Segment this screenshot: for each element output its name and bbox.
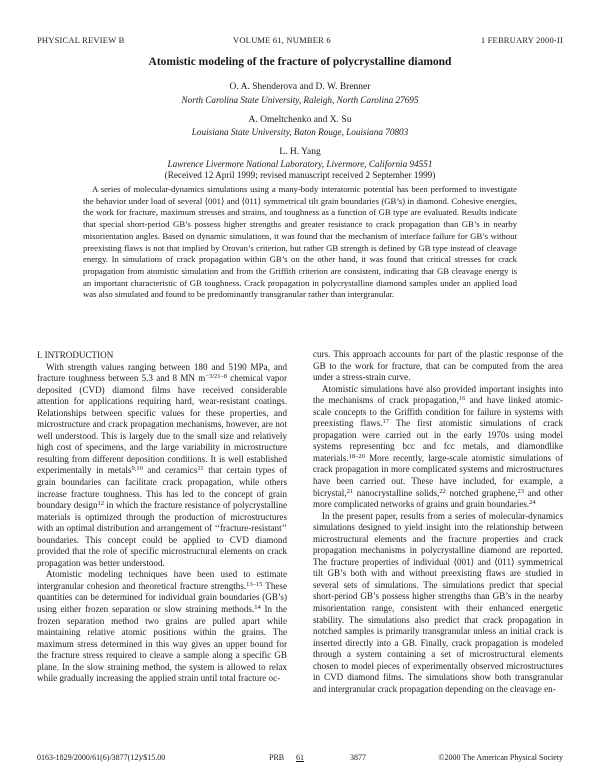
footer-journal: PRB	[269, 753, 285, 762]
author-group-3: L. H. Yang	[279, 147, 321, 157]
issue-date: 1 FEBRUARY 2000-II	[480, 35, 563, 45]
intro-paragraph-continued: curs. This approach accounts for part of the plastic response of the GB to the work for fracture, that can be computed from the area under a stress-strain curve.	[313, 349, 563, 383]
section-heading: I. INTRODUCTION	[37, 350, 114, 360]
intro-paragraph-1: With strength values ranging between 180 and 5190 MPa, and fracture toughness between 5.3 and 8 MN $m^{-3/21-8}$ chemical vapor deposited (CVD) diamond films have received considerable attention for applications requiring hard, wear-resistant coatings. Relationships between specific values for these properties, and microstructure and crack propagation mechanisms, however, are not well understood. This is largely due to the small size and relatively high cost of specimens, and the large variability in microstructure resulting from different deposition conditions. It is well established experimentally in metals$^{9,10}$ and ceramics$^{11}$ that certain types of grain boundaries can facilitate crack propagation, while others increase fracture toughness. This has led to the concept of grain boundary design$^{12}$ in which the fracture resistance of polycrystalline materials is optimized through the production of microstructures with an optimal distribution and arrangement of ‘‘fracture-resistant’’ boundaries. This concept could be applied to CVD diamond provided that the role of specific microstructural elements on crack propagation was better understood.	[37, 361, 288, 568]
article-code: 0163-1829/2000/61(6)/3877(12)/$15.00	[37, 753, 166, 762]
intro-paragraph-3: Atomistic simulations have also provided important insights into the mechanisms of crack propagation,$^{16}$ and have linked atomic-scale concepts to the Griffith condition for failure in systems with preexisting flaws.$^{17}$ The first atomistic simulations of crack propagation were carried out in the early 1970s using model systems representing bcc and fcc metals, and diamondlike materials.$^{18-20}$ More recently, large-scale atomistic simulations of crack propagation in more complicated systems and microstructures have been carried out. These have included, for example, a bicrystal,$^{21}$ nanocrystalline solids,$^{22}$ notched graphene,$^{23}$ and other more complicated networks of grains and grain boundaries.$^{24}$	[313, 383, 563, 510]
author-group-1: O. A. Shenderova and D. W. Brenner	[229, 82, 371, 92]
volume-number: VOLUME 61, NUMBER 6	[233, 35, 331, 45]
page-number: 3877	[350, 753, 366, 762]
footer-volume: 61	[296, 753, 304, 762]
running-header	[37, 35, 563, 47]
intro-paragraph-4: In the present paper, results from a series of molecular-dynamics simulations designed to yield insight into the relationship between microstructural elements and the fracture properties and crack propagation mechanisms in polycrystalline diamond are reported. The fracture properties of individual ⟨001⟩ and ⟨011⟩ symmetrical tilt GB’s both with and without preexisting flaws are studied in several sets of simulations. The simulations predict that special short-period GB’s possess higher strengths than GB’s in the nearby misorientation range, consistent with their enhanced energetic stability. The simulations also predict that crack propagation in notched samples is primarily transgranular unless an initial crack is inserted directly into a GB. Finally, crack propagation is modeled through a system containing a set of microstructural elements chosen to model pieces of experimentally observed microstructures in CVD diamond films. The simulations show both transgranular and intergranular crack propagation depending on the cleavage en-	[313, 510, 563, 694]
received-dates: (Received 12 April 1999; revised manuscript received 2 September 1999)	[164, 170, 436, 180]
paper-title: Atomistic modeling of the fracture of polycrystalline diamond	[148, 56, 452, 68]
right-column	[313, 349, 563, 695]
page-footer	[37, 753, 563, 765]
intro-paragraph-2: Atomistic modeling techniques have been used to estimate intergranular cohesion and theoretical fracture strengths.$^{13-15}$ These quantities can be determined for individual grain boundaries (GB’s) using either frozen separation or slow straining methods.$^{14}$ In the frozen separation method two grains are pulled apart while maintaining relative atomic positions within the grains. The maximum stress determined in this way gives an upper bound for the fracture stress required to cleave a sample along a specific GB plane. In the slow straining method, the system is allowed to relax while gradually increasing the applied strain until total fracture oc-	[37, 569, 288, 684]
affiliation-2: Louisiana State University, Baton Rouge, Louisiana 70803	[191, 127, 409, 137]
copyright: ©2000 The American Physical Society	[438, 753, 563, 762]
affiliation-3: Lawrence Livermore National Laboratory, Livermore, California 94551	[167, 159, 433, 169]
affiliation-1: North Carolina State University, Raleigh, North Carolina 27695	[181, 95, 419, 105]
journal-name: PHYSICAL REVIEW B	[37, 35, 125, 45]
left-column	[37, 350, 287, 685]
author-group-2: A. Omeltchenko and X. Su	[248, 115, 352, 125]
abstract: A series of molecular-dynamics simulations using a many-body interatomic potential has been performed to investigate the behavior under load of several ⟨001⟩ and ⟨011⟩ symmetrical tilt grain boundaries (GB’s) in diamond. Cohesive energies, the work for fracture, maximum stresses and strains, and toughness as a function of GB type are evaluated. Results indicate that special short-period GB’s possess higher strengths and greater resistance to crack propagation than GB’s in nearby misorientation angles. Based on dynamic simulations, it was found that the mechanism of interface failure for GB’s without preexisting flaws is not that implied by Orovan’s criterion, but rather GB strength is defined by GB type instead of cleavage energy. In simulations of crack propagation within GB’s on the other hand, it was found that critical stresses for crack propagation from atomistic simulation and from the Griffith criterion are consistent, indicating that GB cleavage energy is an important characteristic of GB toughness. Crack propagation in polycrystalline diamond samples under an applied load was also simulated and found to be predominantly transgranular rather than intergranular.	[83, 184, 517, 300]
